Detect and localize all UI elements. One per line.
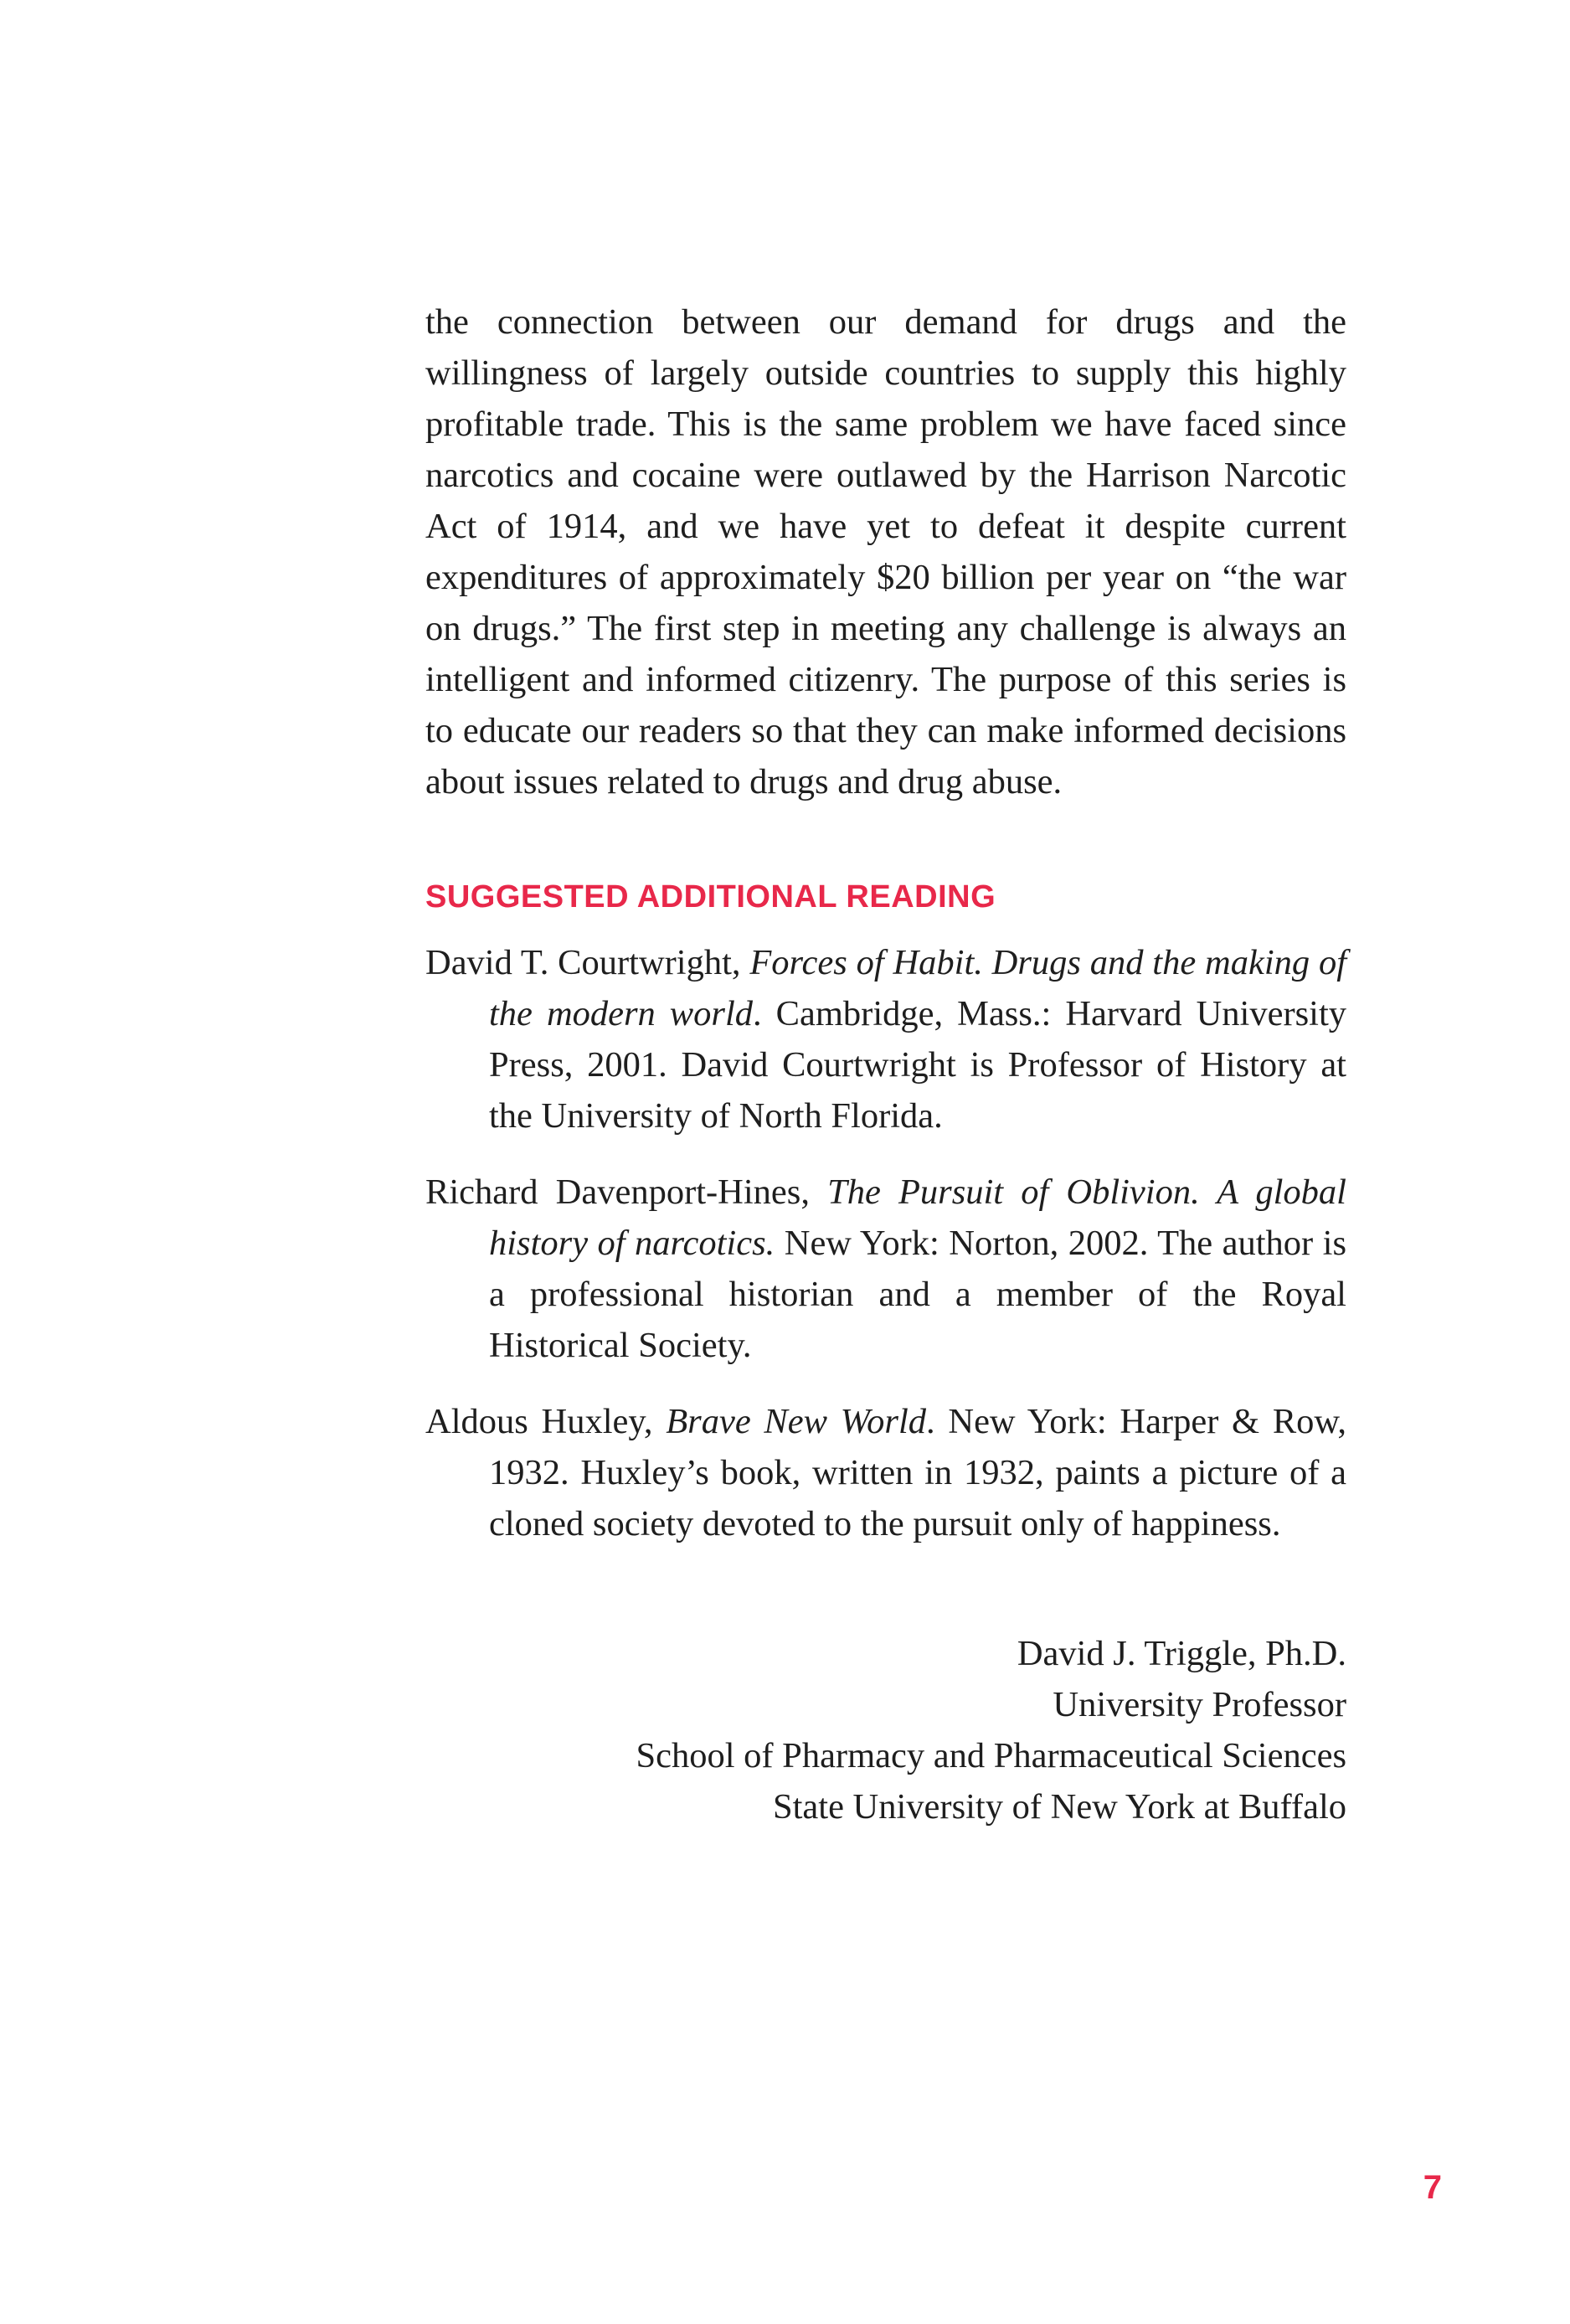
reference-item <box>425 1396 1346 1549</box>
signature-institution: State University of New York at Buffalo <box>772 1787 1346 1827</box>
reference-author: David T. Courtwright, <box>425 943 750 982</box>
intro-paragraph: the connection between our demand for drugs and the willingness of largely outside countries to supply this highly profitable trade. This is the same problem we have faced since narcotics and cocaine were outlawed by the Harrison Narcotic Act of 1914, and we have yet to defeat it despite current expenditures of approximately $20 billion per year on “the war on drugs.” The first step in meeting any challenge is always an intelligent and informed citizenry. The purpose of this series is to educate our readers so that they can make informed decisions about issues related to drugs and drug abuse. <box>425 302 1346 801</box>
page-number: 7 <box>1423 2169 1442 2206</box>
reference-title: The Pursuit of Oblivion. A global history of narcotics. <box>489 1172 1346 1263</box>
signature-school: School of Pharmacy and Pharmaceutical Sciences <box>636 1736 1346 1775</box>
reference-details: . Cambridge, Mass.: Harvard University Press, 2001. David Courtwright is Professor of History at the University of North Florida. <box>489 994 1347 1136</box>
reference-author: Aldous Huxley, <box>425 1402 667 1441</box>
signature-position: University Professor <box>1053 1685 1346 1724</box>
reference-item <box>425 937 1346 1141</box>
reference-details: New York: Norton, 2002. The author is a professional historian and a member of the Royal Historical Society. <box>489 1224 1347 1365</box>
reference-title: Forces of Habit. Drugs and the making of the modern world <box>489 943 1347 1033</box>
reference-item <box>425 1167 1346 1371</box>
reference-title: Brave New World <box>666 1402 927 1441</box>
page-column <box>425 296 1346 1832</box>
section-heading: SUGGESTED ADDITIONAL READING <box>425 879 996 915</box>
author-signature-block <box>425 1628 1346 1832</box>
reference-author: Richard Davenport-Hines, <box>425 1172 828 1212</box>
reference-list <box>425 937 1346 1549</box>
reference-details: . New York: Harper & Row, 1932. Huxley’s book, written in 1932, paints a picture of a cloned society devoted to the pursuit only of happiness. <box>489 1402 1346 1543</box>
signature-name: David J. Triggle, Ph.D. <box>1017 1634 1346 1673</box>
